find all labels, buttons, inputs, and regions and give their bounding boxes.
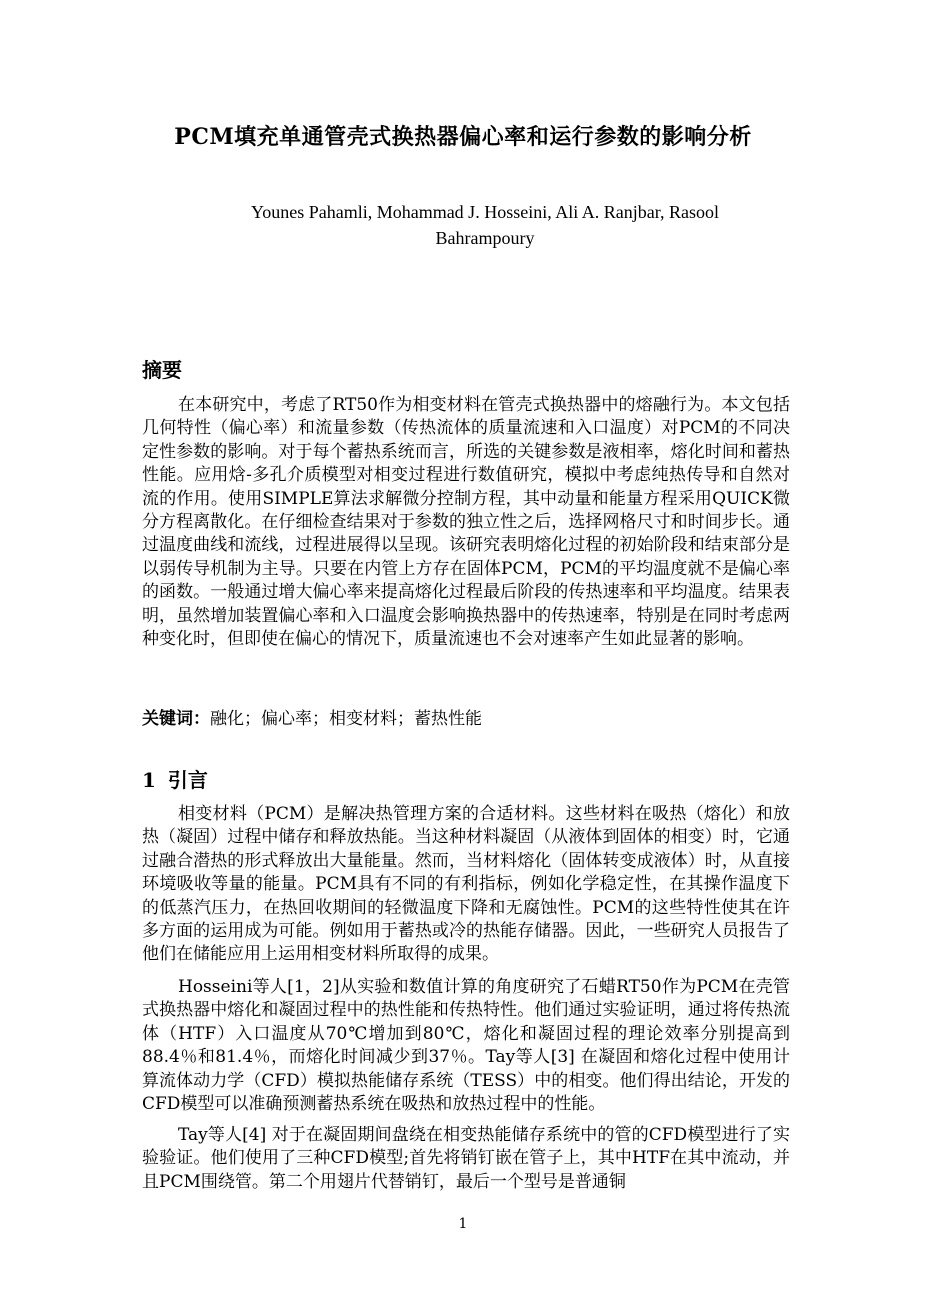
section-title: 引言 [167, 768, 208, 792]
intro-paragraph-3: Tay等人[4] 对于在凝固期间盘绕在相变热能储存系统中的管的CFD模型进行了实验验证。他们使用了三种CFD模型;首先将销钉嵌在管子上，其中HTF在其中流动，并且PCM围绕管。第二个用翅片代替销钉，最后一个型号是普通铜 [142, 1125, 790, 1192]
keywords-text: 融化；偏心率；相变材料；蓄热性能 [210, 709, 482, 729]
abstract-text: 在本研究中，考虑了RT50作为相变材料在管壳式换热器中的熔融行为。本文包括几何特性（偏心率）和流量参数（传热流体的质量流速和入口温度）对PCM的不同决定性参数的影响。对于每个蓄热系统而言，所选的关键参数是液相率，熔化时间和蓄热性能。应用焓-多孔介质模型对相变过程进行数值研究，模拟中考虑纯热传导和自然对流的作用。使用SIMPLE算法求解微分控制方程，其中动量和能量方程采用QUICK微分方程离散化。在仔细检查结果对于参数的独立性之后，选择网格尺寸和时间步长。通过温度曲线和流线，过程进展得以呈现。该研究表明熔化过程的初始阶段和结束部分是以弱传导机制为主导。只要在内管上方存在固体PCM，PCM的平均温度就不是偏心率的函数。一般通过增大偏心率来提高熔化过程最后阶段的传热速率和平均温度。结果表明，虽然增加装置偏心率和入口温度会影响换热器中的传热速率，特别是在同时考虑两种变化时，但即使在偏心的情况下，质量流速也不会对速率产生如此显著的影响。 [142, 395, 790, 650]
intro-paragraph-1: 相变材料（PCM）是解决热管理方案的合适材料。这些材料在吸热（熔化）和放热（凝固）过程中储存和释放热能。当这种材料凝固（从液体到固体的相变）时，它通过融合潜热的形式释放出大量能量。然而，当材料熔化（固体转变成液体）时，从直接环境吸收等量的能量。PCM具有不同的有利指标，例如化学稳定性，在其操作温度下的低蒸汽压力，在热回收期间的轻微温度下降和无腐蚀性。PCM的这些特性使其在许多方面的运用成为可能。例如用于蓄热或冷的热能存储器。因此，一些研究人员报告了他们在储能应用上运用相变材料所取得的成果。 [142, 804, 790, 965]
page-number: 1 [458, 1216, 468, 1232]
keywords-label: 关键词： [142, 709, 210, 729]
paper-title: PCM填充单通管壳式换热器偏心率和运行参数的影响分析 [174, 124, 752, 150]
section-heading-intro [142, 766, 208, 794]
keywords-line [142, 708, 790, 731]
section-number: 1 [142, 768, 156, 792]
intro-paragraph-2: Hosseini等人[1，2]从实验和数值计算的角度研究了石蜡RT50作为PCM在壳管式换热器中熔化和凝固过程中的热性能和传热特性。他们通过实验证明，通过将传热流体（HTF）入口温度从70℃增加到80℃，熔化和凝固过程的理论效率分别提高到88.4％和81.4％，而熔化时间减少到37％。Tay等人[3] 在凝固和熔化过程中使用计算流体动力学（CFD）模拟热能储存系统（TESS）中的相变。他们得出结论，开发的CFD模型可以准确预测蓄热系统在吸热和放热过程中的性能。 [142, 977, 790, 1115]
author-list: Younes Pahamli, Mohammad J. Hosseini, Ali A. Ranjbar, Rasool Bahrampoury [251, 202, 719, 248]
abstract-heading: 摘要 [142, 358, 182, 382]
